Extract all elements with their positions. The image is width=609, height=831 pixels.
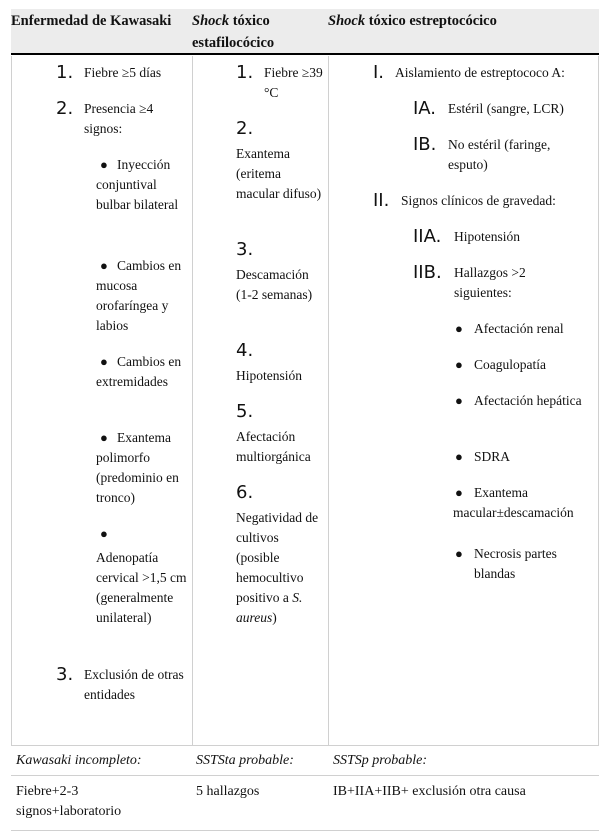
bullet-icon: ●: [100, 430, 108, 445]
sign-item: Adenopatía cervical >1,5 cm (generalmente unilateral): [96, 550, 187, 625]
header-kawasaki: Enfermedad de Kawasaki: [11, 13, 172, 29]
list-item: Fiebre ≥39 °C: [264, 65, 323, 100]
list-item: No estéril (faringe, esputo): [448, 137, 551, 172]
list-item: Hipotensión: [454, 229, 520, 244]
sign-item: Cambios en extremidades: [96, 354, 182, 389]
list-item: Signos clínicos de gravedad:: [401, 193, 556, 208]
bullet-icon: ●: [455, 485, 463, 500]
list-number: 2.: [56, 98, 74, 119]
header-staph: Shock tóxico estafilocócico: [192, 13, 275, 51]
list-number: I.: [373, 62, 385, 83]
bullet-icon: ●: [100, 157, 108, 172]
finding-item: Exantema macular±descamación: [453, 485, 574, 520]
header-strep: Shock tóxico estreptocócico: [328, 13, 497, 29]
footer-value: 5 hallazgos: [196, 784, 260, 799]
list-item: Aislamiento de estreptococo A:: [395, 65, 565, 80]
sign-item: Inyección conjuntival bulbar bilateral: [96, 157, 179, 212]
list-number: 1.: [56, 62, 74, 83]
bullet-icon: ●: [455, 449, 463, 464]
list-item: Presencia ≥4 signos:: [84, 101, 154, 136]
list-item: Exantema (eritema macular difuso): [236, 146, 322, 201]
footer-value: IB+IIA+IIB+ exclusión otra causa: [333, 784, 526, 799]
footer-label: SSTSp probable:: [333, 753, 427, 768]
divider: [598, 56, 599, 746]
list-item: Estéril (sangre, LCR): [448, 101, 564, 116]
sign-item: Exantema polimorfo (predominio en tronco): [96, 430, 179, 505]
list-number: IIB.: [413, 262, 442, 283]
bullet-icon: ●: [100, 526, 108, 541]
finding-item: Coagulopatía: [474, 357, 546, 372]
list-number: 3.: [56, 664, 74, 685]
list-item: Afectación multiorgánica: [236, 429, 311, 464]
finding-item: SDRA: [474, 449, 511, 464]
list-number: 4.: [236, 340, 254, 361]
footer-value: Fiebre+2-3 signos+laboratorio: [16, 784, 122, 819]
list-item: Negatividad de cultivos (posible hemocultivo positivo a S. aureus): [236, 510, 319, 625]
footer-label: SSTSta probable:: [196, 753, 294, 768]
bullet-icon: ●: [100, 258, 108, 273]
list-number: IB.: [413, 134, 437, 155]
divider: [11, 775, 599, 776]
bullet-icon: ●: [455, 546, 463, 561]
list-item: Hipotensión: [236, 368, 302, 383]
finding-item: Necrosis partes blandas: [474, 546, 557, 581]
list-item: Descamación (1-2 semanas): [236, 267, 313, 302]
bullet-icon: ●: [455, 321, 463, 336]
list-number: IA.: [413, 98, 437, 119]
list-number: II.: [373, 190, 390, 211]
divider: [328, 56, 329, 746]
list-number: 2.: [236, 118, 254, 139]
list-item: Exclusión de otras entidades: [84, 667, 184, 702]
finding-item: Afectación hepática: [474, 393, 582, 408]
list-number: 3.: [236, 239, 254, 260]
divider: [11, 56, 12, 746]
bullet-icon: ●: [455, 357, 463, 372]
list-number: 5.: [236, 401, 254, 422]
bullet-icon: ●: [455, 393, 463, 408]
list-item: Hallazgos >2 siguientes:: [454, 265, 526, 300]
list-item: Fiebre ≥5 días: [84, 65, 162, 80]
finding-item: Afectación renal: [474, 321, 564, 336]
bullet-icon: ●: [100, 354, 108, 369]
footer-label: Kawasaki incompleto:: [16, 753, 142, 768]
divider: [192, 56, 193, 746]
list-number: 1.: [236, 62, 254, 83]
sign-item: Cambios en mucosa orofaríngea y labios: [96, 258, 182, 333]
list-number: IIA.: [413, 226, 442, 247]
table-header: [11, 9, 599, 55]
divider: [11, 745, 599, 746]
list-number: 6.: [236, 482, 254, 503]
